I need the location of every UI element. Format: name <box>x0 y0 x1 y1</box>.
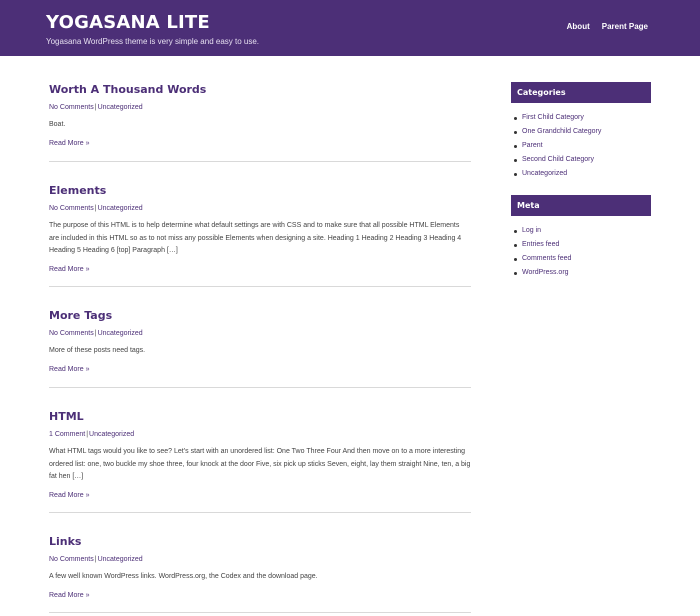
comments-link[interactable]: No Comments <box>49 330 94 337</box>
nav-about[interactable]: About <box>566 22 590 31</box>
post-excerpt: More of these posts need tags. <box>49 347 146 354</box>
meta-item <box>514 266 571 280</box>
entries-feed-link[interactable]: Entries feed <box>522 241 560 248</box>
post-title[interactable]: Worth A Thousand Words <box>49 83 207 96</box>
category-link[interactable]: Parent <box>522 142 543 149</box>
site-header <box>0 0 700 56</box>
post-divider <box>49 387 471 388</box>
category-link[interactable]: Uncategorized <box>97 104 143 111</box>
category-link[interactable]: Uncategorized <box>97 330 143 337</box>
meta-separator: | <box>94 104 97 111</box>
bullet-icon <box>514 159 517 162</box>
meta-separator: | <box>94 330 97 337</box>
category-link[interactable]: Uncategorized <box>522 170 568 177</box>
post <box>49 83 471 150</box>
site-description: Yogasana WordPress theme is very simple and easy to use. <box>46 37 259 46</box>
category-item <box>514 167 601 181</box>
meta-item <box>514 224 571 238</box>
categories-widget-title: Categories <box>511 82 651 103</box>
bullet-icon <box>514 173 517 176</box>
bullet-icon <box>514 117 517 120</box>
post-meta <box>49 330 471 337</box>
read-more-link[interactable]: Read More » <box>49 491 90 499</box>
post-title[interactable]: Links <box>49 535 82 548</box>
post <box>49 309 471 376</box>
read-more-link[interactable]: Read More » <box>49 365 90 373</box>
meta-item <box>514 252 571 266</box>
category-link[interactable]: Uncategorized <box>97 205 143 212</box>
post-title[interactable]: More Tags <box>49 309 113 322</box>
comments-link[interactable]: No Comments <box>49 556 94 563</box>
post-title[interactable]: HTML <box>49 410 84 423</box>
wordpress-org-link[interactable]: WordPress.org <box>522 269 569 276</box>
bullet-icon <box>514 244 517 247</box>
site-title[interactable]: YOGASANA LITE <box>46 12 210 33</box>
category-link[interactable]: First Child Category <box>522 114 584 121</box>
bullet-icon <box>514 230 517 233</box>
post-title[interactable]: Elements <box>49 184 107 197</box>
post-meta <box>49 104 471 111</box>
comments-link[interactable]: 1 Comment <box>49 431 86 438</box>
meta-widget-title: Meta <box>511 195 651 216</box>
meta-item <box>514 238 571 252</box>
post-excerpt: Boat. <box>49 121 66 128</box>
post-excerpt: A few well known WordPress links. WordPress.org, the Codex and the download page. <box>49 573 318 580</box>
post <box>49 184 471 276</box>
post <box>49 410 471 502</box>
meta-separator: | <box>94 205 97 212</box>
post-meta <box>49 556 471 563</box>
post-meta <box>49 431 471 438</box>
comments-feed-link[interactable]: Comments feed <box>522 255 572 262</box>
comments-link[interactable]: No Comments <box>49 205 94 212</box>
post-meta <box>49 205 471 212</box>
category-item <box>514 111 601 125</box>
main-nav <box>567 22 648 31</box>
meta-separator: | <box>94 556 97 563</box>
post <box>49 535 471 602</box>
category-link[interactable]: One Grandchild Category <box>522 128 602 135</box>
category-item <box>514 139 601 153</box>
nav-parent-page[interactable]: Parent Page <box>601 22 648 31</box>
category-link[interactable]: Uncategorized <box>89 431 135 438</box>
post-divider <box>49 512 471 513</box>
bullet-icon <box>514 272 517 275</box>
bullet-icon <box>514 131 517 134</box>
meta-list <box>514 224 571 280</box>
post-divider <box>49 612 471 613</box>
category-item <box>514 153 601 167</box>
login-link[interactable]: Log in <box>522 227 542 234</box>
bullet-icon <box>514 258 517 261</box>
post-divider <box>49 161 471 162</box>
post-excerpt: The purpose of this HTML is to help determine what default settings are with CSS and to make sure that all possible HTML Elements are included in this HTML so as to not miss any possible Elements when designing a site. Heading 1 Heading 2 Heading 3 Heading 4 Heading 5 Heading 6 [top] Paragraph […] <box>49 222 462 254</box>
read-more-link[interactable]: Read More » <box>49 591 90 599</box>
comments-link[interactable]: No Comments <box>49 104 94 111</box>
meta-separator: | <box>86 431 89 438</box>
categories-list <box>514 111 601 181</box>
post-divider <box>49 286 471 287</box>
bullet-icon <box>514 145 517 148</box>
read-more-link[interactable]: Read More » <box>49 265 90 273</box>
category-link[interactable]: Uncategorized <box>97 556 143 563</box>
category-item <box>514 125 601 139</box>
category-link[interactable]: Second Child Category <box>522 156 594 163</box>
post-excerpt: What HTML tags would you like to see? Let’s start with an unordered list: One Two Three Four And then move on to a more interesting ordered list: one, two buckle my shoe three, four knock at the door Five, six pick up sticks Seven, eight, lay them straight Nine, ten, a big fat hen […] <box>49 448 471 480</box>
read-more-link[interactable]: Read More » <box>49 139 90 147</box>
